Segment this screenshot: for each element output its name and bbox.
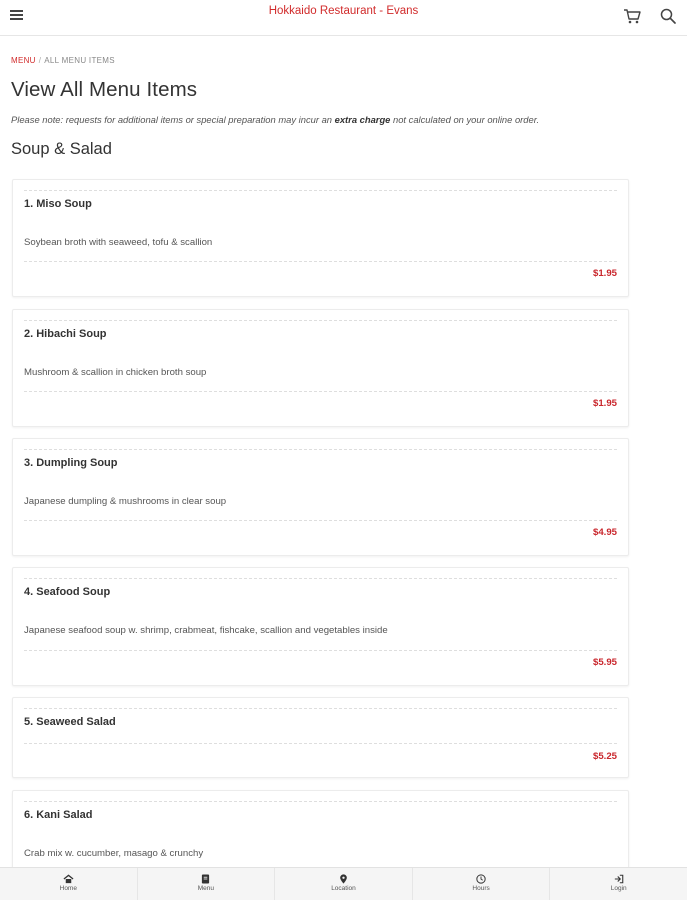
breadcrumb	[11, 56, 115, 65]
notice-bold-text: extra charge	[334, 114, 391, 125]
menu-item-price: $4.95	[592, 527, 617, 538]
clock-icon	[476, 874, 486, 884]
menu-item-card[interactable]	[12, 179, 629, 297]
home-icon	[63, 874, 74, 884]
menu-item-name: 2. Hibachi Soup	[24, 328, 107, 340]
menu-item-description: Soybean broth with seaweed, tofu & scallion	[24, 237, 213, 248]
nav-location-label: Location	[331, 885, 356, 892]
menu-item-card[interactable]	[12, 438, 629, 556]
breadcrumb-current: ALL MENU ITEMS	[44, 56, 115, 65]
notice-text-before: Please note: requests for additional items or special preparation may incur an	[11, 114, 335, 125]
nav-home[interactable]	[0, 868, 138, 900]
nav-login-label: Login	[610, 885, 627, 892]
divider	[24, 743, 617, 744]
login-icon	[614, 874, 624, 884]
divider	[24, 520, 617, 521]
menu-item-name: 3. Dumpling Soup	[24, 457, 118, 469]
menu-book-icon	[201, 874, 210, 884]
location-pin-icon	[339, 874, 348, 884]
divider	[24, 261, 617, 262]
nav-menu[interactable]	[138, 868, 276, 900]
nav-hours-label: Hours	[472, 885, 490, 892]
menu-item-name: 1. Miso Soup	[24, 198, 92, 210]
nav-location[interactable]	[275, 868, 413, 900]
menu-item-name: 5. Seaweed Salad	[24, 716, 116, 728]
menu-item-description: Crab mix w. cucumber, masago & crunchy	[24, 848, 204, 859]
divider	[24, 320, 617, 321]
breadcrumb-menu-link[interactable]: MENU	[11, 56, 36, 65]
notice-text-after: not calculated on your online order.	[390, 114, 540, 125]
nav-home-label: Home	[59, 885, 77, 892]
menu-item-description: Japanese dumpling & mushrooms in clear soup	[24, 496, 227, 507]
nav-login[interactable]	[550, 868, 687, 900]
divider	[24, 578, 617, 579]
top-bar	[0, 0, 687, 36]
nav-menu-label: Menu	[197, 885, 215, 892]
menu-item-card[interactable]	[12, 309, 629, 427]
menu-item-card[interactable]	[12, 697, 629, 778]
page-title: View All Menu Items	[11, 78, 198, 101]
search-icon[interactable]	[659, 7, 677, 25]
menu-item-price: $5.95	[592, 657, 617, 668]
restaurant-title[interactable]: Hokkaido Restaurant - Evans	[268, 5, 419, 17]
menu-item-price: $1.95	[592, 268, 617, 279]
menu-item-name: 4. Seafood Soup	[24, 586, 111, 598]
divider	[24, 190, 617, 191]
divider	[24, 650, 617, 651]
bottom-nav	[0, 867, 687, 900]
divider	[24, 449, 617, 450]
nav-hours[interactable]	[413, 868, 551, 900]
cart-icon[interactable]	[623, 8, 641, 24]
menu-item-price: $1.95	[592, 398, 617, 409]
divider	[24, 708, 617, 709]
divider	[24, 391, 617, 392]
menu-item-description: Mushroom & scallion in chicken broth soup	[24, 367, 207, 378]
menu-item-price: $5.25	[592, 751, 617, 762]
menu-item-name: 6. Kani Salad	[24, 809, 93, 821]
divider	[24, 801, 617, 802]
order-notice	[11, 114, 539, 125]
menu-item-description: Japanese seafood soup w. shrimp, crabmeat, fishcake, scallion and vegetables inside	[24, 625, 388, 636]
section-title: Soup & Salad	[11, 140, 112, 158]
menu-item-card[interactable]	[12, 567, 629, 686]
breadcrumb-separator: /	[38, 56, 42, 65]
